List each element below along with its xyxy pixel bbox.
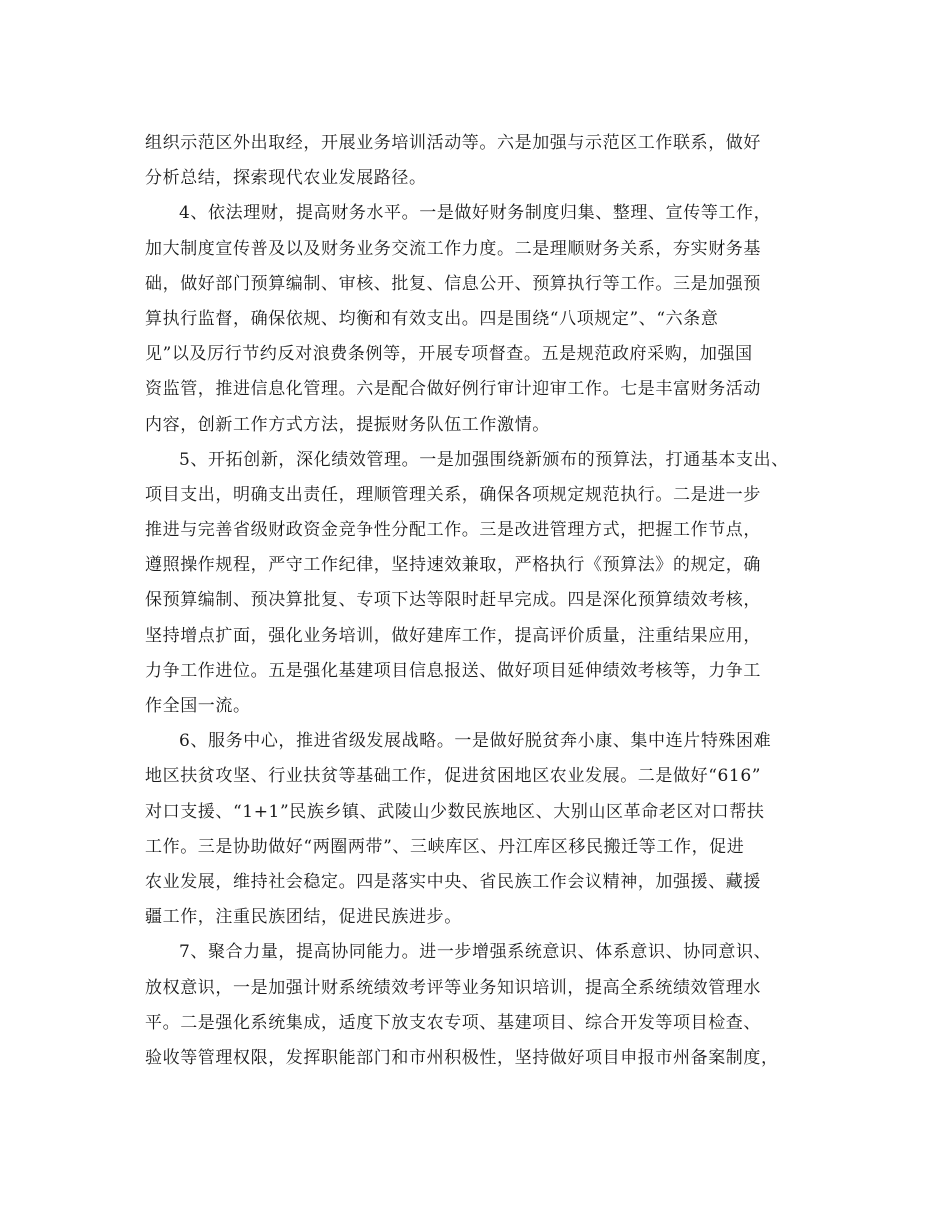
text-line: 内容，创新工作方式方法，提振财务队伍工作激情。	[145, 414, 550, 435]
text-line: 项目支出，明确支出责任，理顺管理关系，确保各项规定规范执行。二是进一步	[145, 484, 761, 505]
text-line: 推进与完善省级财政资金竞争性分配工作。三是改进管理方式，把握工作节点，	[145, 520, 761, 541]
text-line: 保预算编制、预决算批复、专项下达等限时赶早完成。四是深化预算绩效考核，	[145, 590, 761, 611]
paragraph-heading-line: 6、服务中心，推进省级发展战略。一是做好脱贫奔小康、集中连片特殊困难	[179, 731, 772, 752]
text-line: 算执行监督，确保依规、均衡和有效支出。四是围绕“八项规定”、“六条意	[145, 308, 719, 329]
text-line: 疆工作，注重民族团结，促进民族进步。	[145, 907, 462, 928]
text-line: 验收等管理权限，发挥职能部门和市州积极性，坚持做好项目申报市州备案制度，	[145, 1047, 779, 1068]
text-line: 力争工作进位。五是强化基建项目信息报送、做好项目延伸绩效考核等，力争工	[145, 660, 761, 681]
body-text	[145, 126, 825, 1076]
text-line: 坚持增点扩面，强化业务培训，做好建库工作，提高评价质量，注重结果应用，	[145, 625, 761, 646]
paragraph-heading-line: 7、聚合力量，提高协同能力。进一步增强系统意识、体系意识、协同意识、	[179, 942, 772, 963]
text-line: 加大制度宣传普及以及财务业务交流工作力度。二是理顺财务关系，夯实财务基	[145, 238, 761, 259]
text-line: 分析总结，探索现代农业发展路径。	[145, 168, 427, 189]
text-line: 工作。三是协助做好“两圈两带”、三峡库区、丹江库区移民搬迁等工作，促进	[145, 836, 745, 857]
text-line: 地区扶贫攻坚、行业扶贫等基础工作，促进贫困地区农业发展。二是做好“616”	[145, 766, 762, 787]
text-line: 遵照操作规程，严守工作纪律，坚持速效兼取，严格执行《预算法》的规定，确	[145, 555, 761, 576]
text-line: 资监管，推进信息化管理。六是配合做好例行审计迎审工作。七是丰富财务活动	[145, 379, 761, 400]
text-line: 作全国一流。	[145, 696, 251, 716]
text-line: 对口支援、“1+1”民族乡镇、武陵山少数民族地区、大别山区革命老区对口帮扶	[145, 801, 765, 822]
text-line: 平。二是强化系统集成，适度下放支农专项、基建项目、综合开发等项目检查、	[145, 1012, 761, 1033]
text-line: 见”以及厉行节约反对浪费条例等，开展专项督查。五是规范政府采购，加强国	[145, 344, 753, 365]
text-line: 础，做好部门预算编制、审核、批复、信息公开、预算执行等工作。三是加强预	[145, 273, 761, 294]
paragraph-heading-line: 5、开拓创新，深化绩效管理。一是加强围绕新颁布的预算法，打通基本支出、	[179, 449, 789, 470]
text-line: 放权意识，一是加强计财系统绩效考评等业务知识培训，提高全系统绩效管理水	[145, 977, 761, 998]
text-line: 农业发展，维持社会稳定。四是落实中央、省民族工作会议精神，加强援、藏援	[145, 871, 761, 892]
text-line: 组织示范区外出取经，开展业务培训活动等。六是加强与示范区工作联系，做好	[145, 133, 761, 153]
paragraph-heading-line: 4、依法理财，提高财务水平。一是做好财务制度归集、整理、宣传等工作，	[179, 203, 772, 224]
